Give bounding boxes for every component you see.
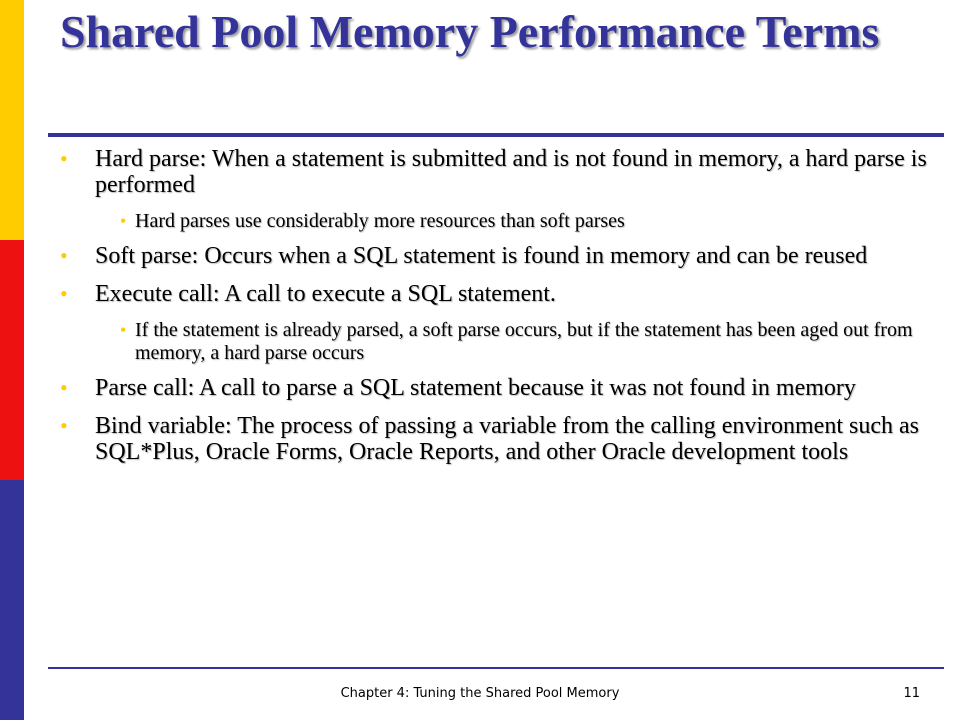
bullet-dot-icon: • [60,146,68,171]
bullet-dot-icon: • [60,243,68,268]
slide-title: Shared Pool Memory Performance Terms [60,6,880,57]
page-number: 11 [903,686,920,701]
bullet-item [60,281,930,307]
bullet-item [60,146,930,198]
accent-bar-yellow [0,0,24,240]
footer-chapter-title: Chapter 4: Tuning the Shared Pool Memory [340,686,620,701]
bullet-item [60,243,930,269]
title-divider [48,133,944,137]
bullet-text: Hard parse: When a statement is submitted and is not found in memory, a hard parse is performed [95,146,927,198]
bullet-dot-icon: • [120,211,127,231]
bullet-dot-icon: • [120,320,127,340]
bullet-dot-icon: • [60,375,68,400]
sub-bullet-text: Hard parses use considerably more resources than soft parses [135,210,625,232]
footer-divider [48,667,944,669]
bullet-text: Execute call: A call to execute a SQL statement. [95,281,556,307]
bullet-item [60,375,930,401]
bullet-dot-icon: • [60,413,68,438]
bullet-dot-icon: • [60,281,68,306]
accent-bar-red [0,240,24,480]
bullet-item [60,413,930,465]
bullet-text: Parse call: A call to parse a SQL statement because it was not found in memory [95,375,856,401]
bullet-text: Bind variable: The process of passing a variable from the calling environment such as SQL*Plus, Oracle Forms, Oracle Reports, and other Oracle development tools [95,413,919,465]
sub-bullet-text: If the statement is already parsed, a soft parse occurs, but if the statement has been aged out from memory, a hard parse occurs [135,319,913,364]
bullet-list [60,146,930,477]
accent-bar-blue [0,480,24,720]
sub-bullet-item [60,210,930,233]
sub-bullet-item [60,319,930,365]
bullet-text: Soft parse: Occurs when a SQL statement is found in memory and can be reused [95,243,868,269]
